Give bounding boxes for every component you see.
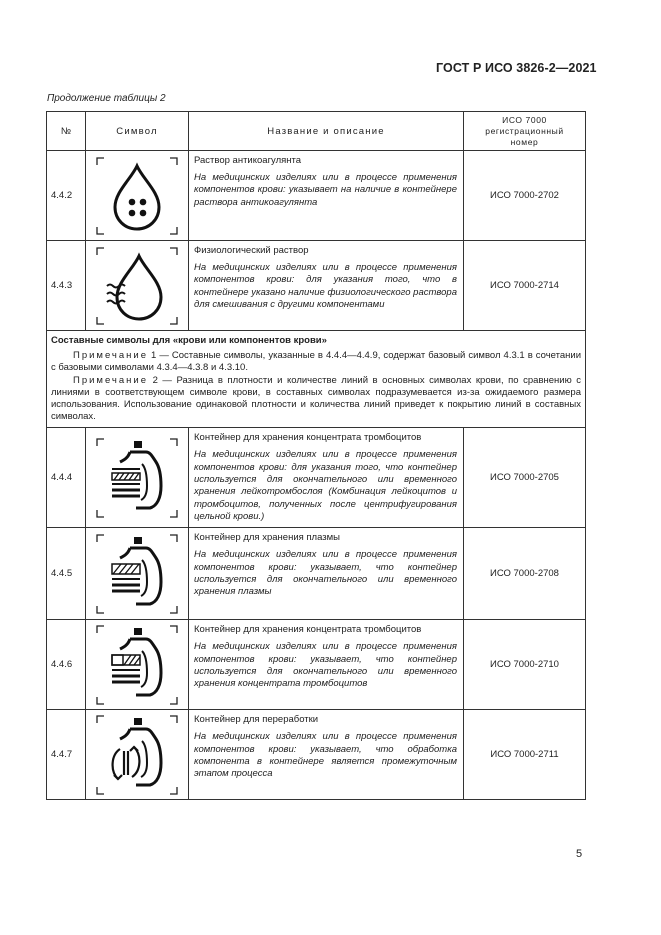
symbol-title: Контейнер для переработки (194, 714, 319, 726)
container-platelets-icon (94, 623, 180, 707)
symbol-description: На медицинских изделиях или в процессе применения компонентов крови: указывает на наличие в контейнере раствора антикоагулянта (194, 172, 457, 208)
table-row (47, 620, 586, 710)
table-row (47, 528, 586, 620)
note-2 (51, 375, 581, 424)
row-number: 4.4.4 (47, 428, 86, 528)
symbol-title: Контейнер для хранения концентрата тромбоцитов (194, 432, 422, 444)
note-1 (51, 350, 581, 374)
symbols-table (46, 111, 586, 800)
table-continuation-label: Продолжение таблицы 2 (47, 93, 166, 104)
row-number: 4.4.3 (47, 241, 86, 331)
description-cell (189, 151, 464, 241)
description-cell (189, 428, 464, 528)
iso-header-line2: регистрационный (485, 125, 564, 136)
iso-number: ИСО 7000-2710 (464, 620, 586, 710)
description-cell (189, 620, 464, 710)
row-number: 4.4.7 (47, 710, 86, 800)
column-header-name: Название и описание (189, 112, 464, 151)
note-2-label: Примечание (73, 374, 148, 386)
note-2-text: 2 — Разница в плотности и количестве линий в основных символах крови, по сравнению с линиями в соответствующем символе крови, в составных символах подразумевается из-за ожидаемого размера использования. Использование одинаковой плотности и количества линий приведет к покрытию линий в составных символах. (51, 374, 581, 423)
iso-number: ИСО 7000-2702 (464, 151, 586, 241)
symbol-cell (86, 241, 189, 331)
table-row (47, 428, 586, 528)
column-header-symbol: Символ (86, 112, 189, 151)
iso-number: ИСО 7000-2714 (464, 241, 586, 331)
description-cell (189, 710, 464, 800)
section-heading: Составные символы для «крови или компонентов крови» (51, 335, 327, 346)
blood-drop-dots-icon (94, 155, 180, 237)
description-cell (189, 528, 464, 620)
column-header-num: № (47, 112, 86, 151)
container-processing-icon (94, 713, 180, 797)
symbol-cell (86, 710, 189, 800)
symbol-title: Контейнер для хранения плазмы (194, 532, 340, 544)
symbol-cell (86, 151, 189, 241)
note-1-text: 1 — Составные символы, указанные в 4.4.4—4.4.9, содержат базовый символ 4.3.1 в сочетании с базовыми символами 4.3.4—4.3.8 и 4.3.10. (51, 350, 582, 374)
note-1-label: Примечание (73, 350, 148, 362)
iso-number: ИСО 7000-2705 (464, 428, 586, 528)
symbol-cell (86, 428, 189, 528)
section-row (47, 331, 586, 428)
container-buffy-coat-icon (94, 436, 180, 520)
document-header: ГОСТ Р ИСО 3826-2—2021 (436, 61, 597, 75)
symbol-description: На медицинских изделиях или в процессе применения компонентов крови: для указания того, что контейнер используется для окончательного или временного хранения лейкотромбослоя (Комбинация лейкоцитов и тромбоцитов, полученных после центрифугирования цельной крови.) (194, 449, 457, 522)
iso-number: ИСО 7000-2708 (464, 528, 586, 620)
symbol-description: На медицинских изделиях или в процессе применения компонентов крови: указывает, что обработка компонента в контейнере является промежуточным этапом процесса (194, 731, 457, 780)
row-number: 4.4.6 (47, 620, 86, 710)
symbol-title: Физиологический раствор (194, 245, 309, 256)
blood-drop-waves-icon (94, 245, 180, 327)
table-row (47, 241, 586, 331)
column-header-iso (464, 112, 586, 151)
row-number: 4.4.5 (47, 528, 86, 620)
symbol-cell (86, 528, 189, 620)
description-cell (189, 241, 464, 331)
iso-header-line3: номер (510, 136, 539, 147)
iso-number: ИСО 7000-2711 (464, 710, 586, 800)
symbol-cell (86, 620, 189, 710)
table-header-row (47, 112, 586, 151)
table-row (47, 151, 586, 241)
symbol-description: На медицинских изделиях или в процессе применения компонентов крови: указывает, что контейнер используется для окончательного или временного хранения плазмы (194, 549, 457, 598)
symbol-title: Контейнер для хранения концентрата тромбоцитов (194, 624, 422, 636)
symbol-description: На медицинских изделиях или в процессе применения компонентов крови: указывает, что контейнер используется для окончательного или временного хранения концентрата тромбоцитов (194, 641, 457, 690)
symbol-description: На медицинских изделиях или в процессе применения компонентов крови: для указания того, что в контейнере указано наличие физиологического раствора для смешивания с другими компонентами (194, 262, 457, 310)
row-number: 4.4.2 (47, 151, 86, 241)
container-plasma-icon (94, 532, 180, 616)
section-cell (47, 331, 586, 428)
symbol-title: Раствор антикоагулянта (194, 155, 302, 166)
page-number: 5 (576, 848, 583, 860)
table-row (47, 710, 586, 800)
iso-header-line1: ИСО 7000 (502, 114, 547, 125)
